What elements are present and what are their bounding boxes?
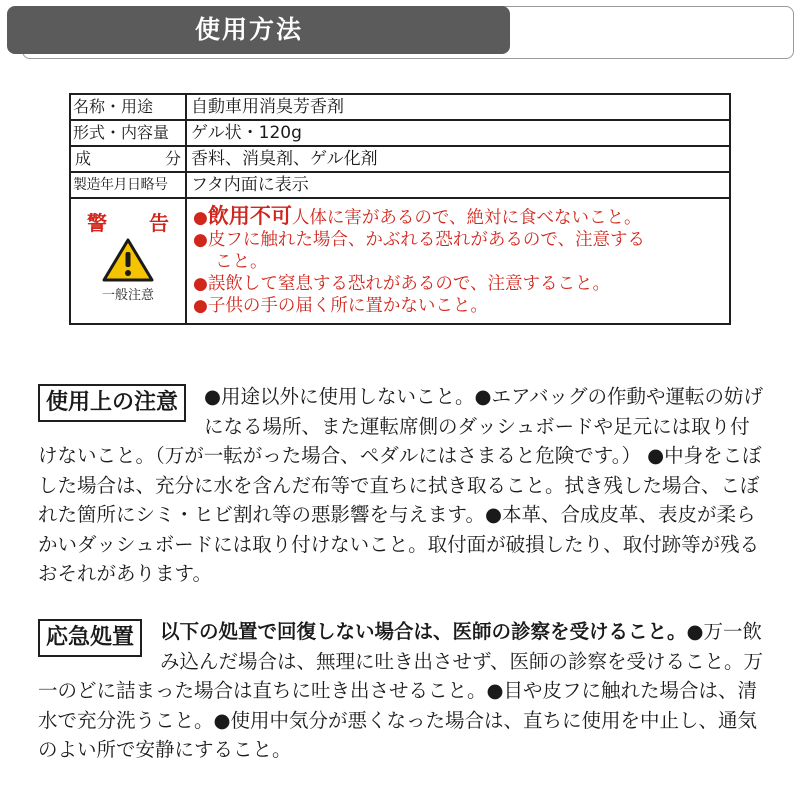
warning-text: 皮フに触れた場合、かぶれる恐れがあるので、注意する <box>207 230 645 250</box>
row-value: 自動車用消臭芳香剤 <box>186 94 730 120</box>
row-key-part: 成 <box>75 149 92 168</box>
first-aid-section <box>38 617 764 765</box>
row-key: 形式・内容量 <box>70 120 186 146</box>
row-value: 香料、消臭剤、ゲル化剤 <box>186 146 730 172</box>
warning-text: 人体に害があるので、絶対に食べないこと。 <box>291 208 642 228</box>
row-key: 名称・用途 <box>70 94 186 120</box>
row-key <box>70 146 186 172</box>
bullet-dot-icon: ● <box>193 274 208 294</box>
usage-notes-label: 使用上の注意 <box>38 384 186 422</box>
first-aid-label: 応急処置 <box>38 619 142 657</box>
warning-row <box>70 198 730 324</box>
spec-table <box>69 93 731 325</box>
warning-lead: 飲用不可 <box>207 204 292 228</box>
warning-title <box>73 211 183 235</box>
page-title: 使用方法 <box>195 15 304 44</box>
warning-line <box>193 205 723 229</box>
warning-line <box>193 229 723 251</box>
row-value: ゲル状・120g <box>186 120 730 146</box>
usage-notes-text: ●用途以外に使用しないこと。●エアバッグの作動や運転の妨げになる場所、また運転席側のダッシュボードや足元には取り付けないこと。（万が一転がった場合、ペダルにはさまると危険です。） ●中身をこぼした場合は、充分に水を含んだ布等で直ちに拭き取ること。拭き残した場合、こぼれた箇所にシミ・ヒビ割れ等の悪影響を与えます。●本革、合成皮革、表皮が柔らかいダッシュボードには取り付けないこと。取付面が破損したり、取付跡等が残るおそれがあります。 <box>38 385 763 585</box>
bullet-dot-icon: ● <box>193 208 208 228</box>
table-row <box>70 94 730 120</box>
table-row <box>70 172 730 198</box>
bullet-dot-icon: ● <box>193 296 208 316</box>
table-row <box>70 146 730 172</box>
warning-line <box>193 273 723 295</box>
warning-title-part: 告 <box>149 211 169 235</box>
warning-triangle-icon <box>102 237 154 283</box>
warning-line <box>193 295 723 317</box>
bullet-dot-icon: ● <box>193 230 208 250</box>
warning-text-cell <box>186 198 730 324</box>
usage-notes-section <box>38 382 764 589</box>
row-value: フタ内面に表示 <box>186 172 730 198</box>
first-aid-bold-text: 以下の処置で回復しない場合は、医師の診察を受けること。 <box>160 620 687 643</box>
row-key: 製造年月日略号 <box>70 172 186 198</box>
warning-title-part: 警 <box>87 211 107 235</box>
warning-label-cell <box>70 198 186 324</box>
warning-caption: 一般注意 <box>101 288 154 303</box>
warning-text: 子供の手の届く所に置かないこと。 <box>207 296 488 316</box>
first-aid-text: ●万一飲み込んだ場合は、無理に吐き出させず、医師の診察を受けること。万一のどに詰まった場合は直ちに吐き出させること。●目や皮フに触れた場合は、清水で充分洗うこと。●使用中気分が悪くなった場合は、直ちに使用を中止し、通気のよい所で安静にすること。 <box>38 620 763 761</box>
row-key-part: 分 <box>164 149 181 168</box>
warning-line: こと。 <box>215 252 268 272</box>
table-row <box>70 120 730 146</box>
warning-text: 誤飲して窒息する恐れがあるので、注意すること。 <box>207 274 610 294</box>
